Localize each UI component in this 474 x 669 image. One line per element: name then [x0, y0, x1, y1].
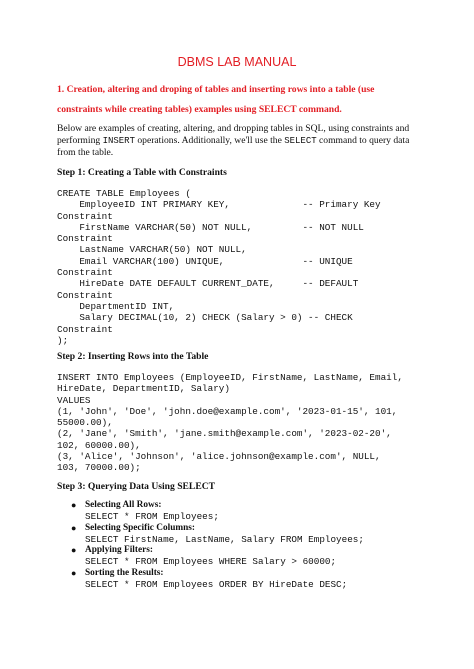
- list-item-label: Selecting All Rows:: [85, 500, 162, 510]
- step-2-code-block: INSERT INTO Employees (EmployeeID, FirstName, LastName, Email, HireDate, DepartmentID, Salary) VALUES (1, 'John', 'Doe', 'john.doe@example.com', '2023-01-15', 101, 55000.00), (2, 'Jane', 'Smith', 'jane.smith@example.com', '2023-02-20', 102, 60000.00), (3, 'Alice', 'Johnson', 'alice.johnson@example.com', NULL, 103, 70000.00);: [57, 372, 403, 474]
- step-3-heading: Step 3: Querying Data Using SELECT: [57, 481, 216, 492]
- intro-text-3: command to query data from the table.: [57, 134, 410, 158]
- list-item-code: SELECT FirstName, LastName, Salary FROM Employees;: [85, 533, 364, 545]
- intro-code-select: SELECT: [284, 135, 317, 146]
- exercise-number: 1.: [57, 84, 65, 95]
- step-1-code-block: CREATE TABLE Employees ( EmployeeID INT PRIMARY KEY, -- Primary Key Constraint FirstName VARCHAR(50) NOT NULL, -- NOT NULL Constraint LastName VARCHAR(50) NOT NULL, Email VARCHAR(100) UNIQUE, -- UNIQUE Constraint HireDate DATE DEFAULT CURRENT_DATE, -- DEFAULT Constraint DepartmentID INT, Salary DECIMAL(10, 2) CHECK (Salary > 0) -- CHECK Constraint );: [57, 188, 381, 346]
- list-item-label: Selecting Specific Columns:: [85, 522, 196, 533]
- list-item: [57, 568, 437, 591]
- exercise-text: Creation, altering and droping of tables and inserting rows into a table (use constraints while creating tables) examples using SELECT command.: [57, 84, 375, 115]
- bullet-icon: ●: [71, 500, 77, 510]
- list-item: [57, 545, 437, 568]
- step-1-heading: Step 1: Creating a Table with Constraints: [57, 167, 227, 178]
- intro-text-1: Below are examples of creating, altering, and dropping tables in SQL, using constraints and performing: [57, 123, 410, 146]
- step-2-heading: Step 2: Inserting Rows into the Table: [57, 351, 209, 362]
- intro-text-2: operations. Additionally, we'll use the: [134, 134, 285, 146]
- query-examples-list: [57, 500, 437, 590]
- list-item-code: SELECT * FROM Employees;: [85, 511, 219, 523]
- bullet-icon: ●: [71, 545, 77, 556]
- bullet-icon: ●: [71, 567, 77, 578]
- list-item-label: Applying Filters:: [85, 545, 153, 556]
- list-item-code: SELECT * FROM Employees ORDER BY HireDate DESC;: [85, 579, 348, 591]
- list-item: [57, 500, 437, 523]
- list-item-label: Sorting the Results:: [85, 567, 164, 578]
- page-title: DBMS LAB MANUAL: [177, 55, 297, 69]
- list-item-code: SELECT * FROM Employees WHERE Salary > 60000;: [85, 556, 337, 568]
- intro-paragraph: [57, 123, 427, 159]
- list-item: [57, 523, 437, 546]
- bullet-icon: ●: [71, 522, 77, 533]
- exercise-heading: [57, 80, 419, 120]
- intro-code-insert: INSERT: [102, 135, 135, 146]
